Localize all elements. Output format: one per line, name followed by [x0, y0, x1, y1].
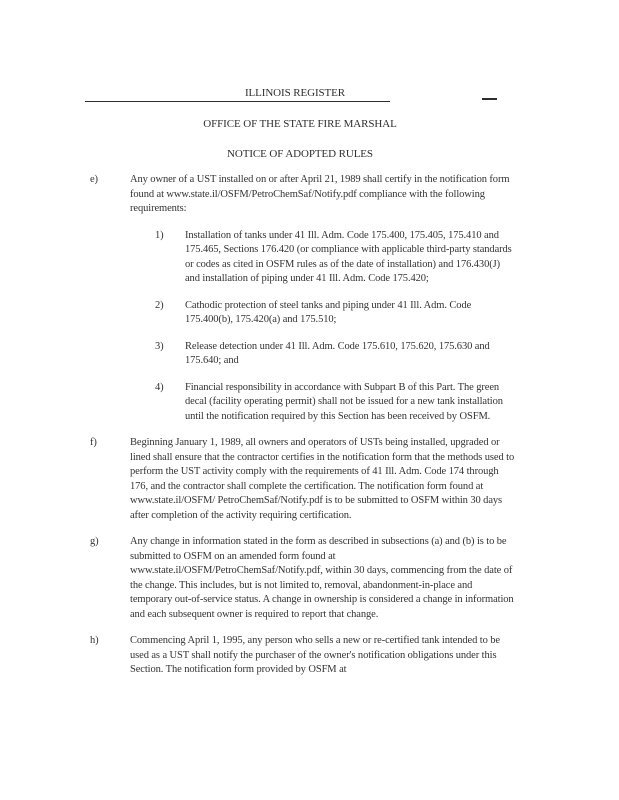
- subitem-2-text: Cathodic protection of steel tanks and piping under 41 Ill. Adm. Code 175.400(b), 175.420(a) and 175.510;: [185, 299, 472, 325]
- section-g-label: g): [90, 536, 99, 547]
- section-e: [90, 173, 619, 217]
- section-e-label: e): [90, 174, 98, 185]
- journal-title: ILLINOIS REGISTER: [244, 87, 346, 99]
- notice-heading: NOTICE OF ADOPTED RULES: [227, 147, 373, 160]
- section-h-text: Commencing April 1, 1995, any person who sells a new or re-certified tank intended to be used as a UST shall notify the purchaser of the owner's notification obligations under this Section. The notification form provided by OSFM at: [130, 635, 500, 675]
- subitem-3: [155, 340, 619, 369]
- subitem-3-label: 3): [155, 340, 164, 352]
- section-f: [90, 436, 619, 523]
- section-f-text: Beginning January 1, 1989, all owners and operators of USTs being installed, upgraded or lined shall ensure that the contractor certifies in the notification form that the methods used to perform the UST activity comply with the requirements of 41 Ill. Adm. Code 174 through 176, and the contractor shall complete the certification. The notification form found at www.state.il/OSFM/ PetroChemSaf/Notify.pdf is to be submitted to OSFM within 30 days after completion of the activity requiring certification.: [130, 437, 515, 521]
- subitem-4-text: Financial responsibility in accordance with Subpart B of this Part. The green decal (facility operating permit) shall not be issued for a new tank installation until the notification required by this Section has been received by OSFM.: [185, 381, 503, 422]
- subitem-2-label: 2): [155, 299, 164, 311]
- agency-heading: OFFICE OF THE STATE FIRE MARSHAL: [203, 118, 397, 130]
- subitem-3-text: Release detection under 41 Ill. Adm. Code 175.610, 175.620, 175.630 and 175.640; and: [185, 340, 490, 366]
- page-number-blank-line: [482, 98, 497, 100]
- subitem-4: [155, 381, 619, 425]
- section-e-text: Any owner of a UST installed on or after April 21, 1989 shall certify in the notification form found at www.state.il/OSFM/PetroChemSaf/Notify.pdf compliance with the following requirements:: [130, 174, 510, 214]
- subitem-1: [155, 229, 619, 287]
- section-g-text: Any change in information stated in the form as described in subsections (a) and (b) is to be submitted to OSFM on an amended form found at www.state.il/OSFM/PetroChemSaf/Notify.pdf, within 30 days, commencing from the date of the change. This includes, but is not limited to, removal, abandonment-in-place and temporary out-of-service status. A change in ownership is considered a change in information and each subsequent owner is required to report that change.: [130, 536, 514, 620]
- subitem-1-label: 1): [155, 229, 164, 241]
- page-header: [0, 86, 619, 108]
- section-f-label: f): [90, 437, 97, 448]
- subitem-2: [155, 299, 619, 328]
- subitem-1-text: Installation of tanks under 41 Ill. Adm. Code 175.400, 175.405, 175.410 and 175.465, Sections 176.420 (or compliance with applicable third-party standards or codes as cited in OSFM rules as of the date of installation) and 176.430(J) and installation of piping under 41 Ill. Adm. Code 175.420;: [185, 229, 512, 284]
- header-rule: [85, 101, 390, 102]
- section-h: [90, 634, 619, 678]
- section-h-label: h): [90, 635, 99, 646]
- subitem-4-label: 4): [155, 381, 164, 393]
- section-g: [90, 535, 619, 622]
